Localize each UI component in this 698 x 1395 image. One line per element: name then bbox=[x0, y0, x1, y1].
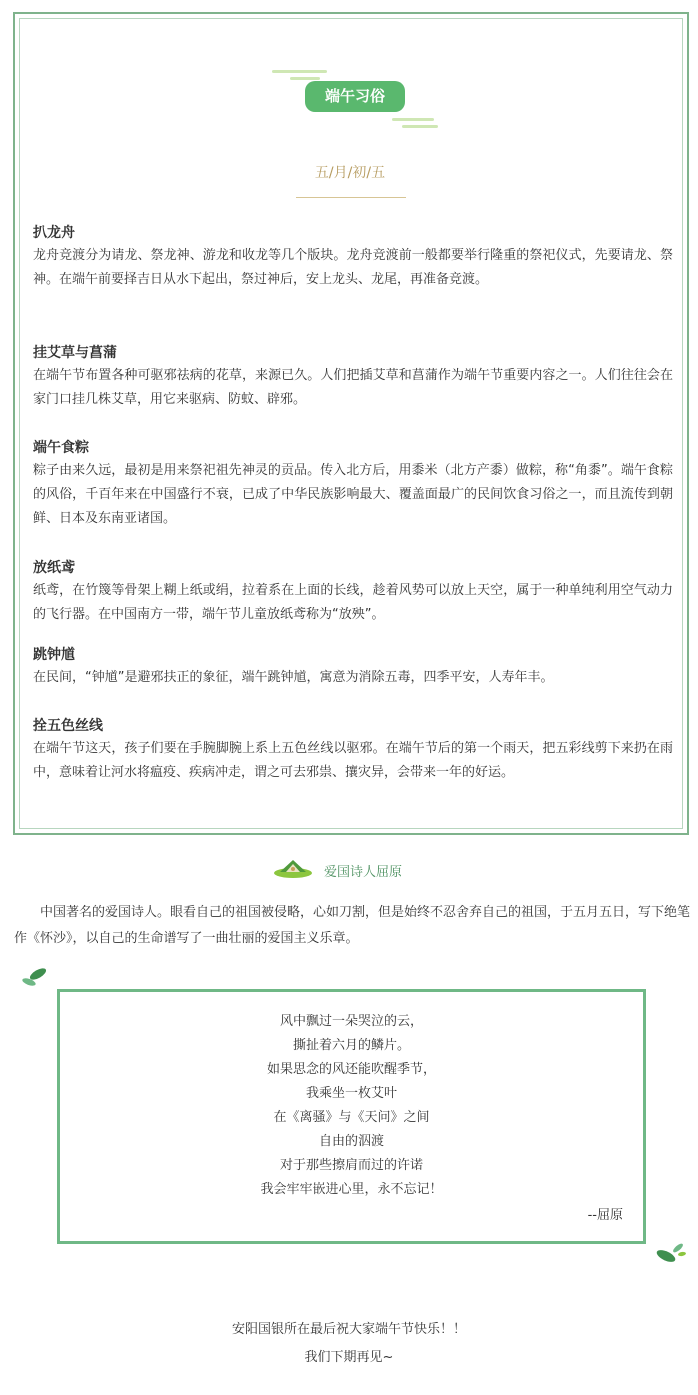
footer-greeting: 安阳国银所在最后祝大家端午节快乐！！ bbox=[231, 1322, 466, 1337]
custom-section-kite bbox=[33, 557, 673, 627]
section-body: 在端午节布置各种可驱邪祛病的花草，来源已久。人们把插艾草和菖蒲作为端午节重要内容之一。人们往往会在家门口挂几株艾草，用它来驱病、防蚊、辟邪。 bbox=[33, 368, 673, 407]
cloud-line-decoration bbox=[392, 118, 434, 121]
poem-line: 在《离骚》与《天问》之间 bbox=[273, 1110, 430, 1125]
leaf-cluster-icon bbox=[20, 966, 50, 994]
section-body: 纸鸢，在竹篾等骨架上糊上纸或绢，拉着系在上面的长线，趁着风势可以放上天空，属于一种单纯利用空气动力的飞行器。在中国南方一带，端午节儿童放纸鸢称为“放殃”。 bbox=[33, 583, 673, 622]
zongzi-icon bbox=[272, 856, 314, 884]
section-heading: 扒龙舟 bbox=[33, 225, 75, 241]
cloud-line-decoration bbox=[290, 77, 320, 80]
poet-intro-paragraph: 中国著名的爱国诗人。眼看自己的祖国被侵略，心如刀割，但是始终不忍舍弃自己的祖国，于五月五日，写下绝笔作《怀沙》，以自己的生命谱写了一曲壮丽的爱国主义乐章。 bbox=[14, 905, 691, 946]
section-heading: 放纸鸢 bbox=[33, 560, 75, 576]
section-heading: 拴五色丝线 bbox=[33, 718, 103, 734]
poem-line: 对于那些擦肩而过的许诺 bbox=[279, 1158, 423, 1173]
date-label: 五/月/初/五 bbox=[314, 165, 386, 181]
poet-section-header bbox=[272, 855, 402, 885]
section-body: 在端午节这天，孩子们要在手腕脚腕上系上五色丝线以驱邪。在端午节后的第一个雨天，把五彩线剪下来扔在雨中，意味着让河水将瘟疫、疾病冲走，谓之可去邪祟、攘灾异，会带来一年的好运。 bbox=[33, 741, 673, 780]
customs-card-inner-border bbox=[19, 18, 683, 829]
customs-title-badge: 端午习俗 bbox=[305, 81, 405, 112]
poem-line: 我乘坐一枚艾叶 bbox=[305, 1086, 397, 1101]
custom-section-dragon-boat bbox=[33, 222, 673, 292]
cloud-line-decoration bbox=[402, 125, 438, 128]
poem-line: 风中飘过一朵哭泣的云， bbox=[279, 1014, 423, 1029]
section-body: 在民间，“钟馗”是避邪扶正的象征，端午跳钟馗，寓意为消除五毒，四季平安，人寿年丰。 bbox=[33, 670, 554, 685]
leaf-cluster-icon bbox=[654, 1240, 688, 1272]
poem-line: 我会牢牢嵌进心里，永不忘记！ bbox=[260, 1182, 443, 1197]
footer-signoff: 我们下期再见~ bbox=[304, 1350, 394, 1365]
custom-section-mugwort bbox=[33, 342, 673, 412]
custom-section-zongzi bbox=[33, 437, 673, 531]
poem-box bbox=[57, 989, 646, 1244]
section-body: 龙舟竞渡分为请龙、祭龙神、游龙和收龙等几个版块。龙舟竞渡前一般都要举行隆重的祭祀仪式，先要请龙、祭神。在端午前要择吉日从水下起出，祭过神后，安上龙头、龙尾，再准备竞渡。 bbox=[33, 248, 673, 287]
poem-author: --屈原 bbox=[587, 1208, 623, 1223]
poem-line: 撕扯着六月的鳞片。 bbox=[292, 1038, 410, 1053]
poem-line: 如果思念的风还能吹醒季节， bbox=[266, 1062, 436, 1077]
date-underline bbox=[296, 197, 406, 198]
custom-section-zhong-kui bbox=[33, 644, 673, 690]
section-body: 粽子由来久远，最初是用来祭祀祖先神灵的贡品。传入北方后，用黍米（北方产黍）做粽，称“角黍”。端午食粽的风俗，千百年来在中国盛行不衰，已成了中华民族影响最大、覆盖面最广的民间饮食习俗之一，而且流传到朝鲜、日本及东南亚诸国。 bbox=[33, 463, 673, 526]
custom-section-five-color-thread bbox=[33, 715, 673, 785]
poem-line: 自由的泅渡 bbox=[318, 1134, 384, 1149]
section-heading: 挂艾草与菖蒲 bbox=[33, 345, 117, 361]
poet-section-label: 爱国诗人屈原 bbox=[324, 864, 403, 880]
section-heading: 端午食粽 bbox=[33, 440, 89, 456]
section-heading: 跳钟馗 bbox=[33, 647, 75, 663]
cloud-line-decoration bbox=[272, 70, 327, 73]
customs-card bbox=[13, 12, 689, 835]
poem-lines bbox=[60, 1010, 643, 1202]
